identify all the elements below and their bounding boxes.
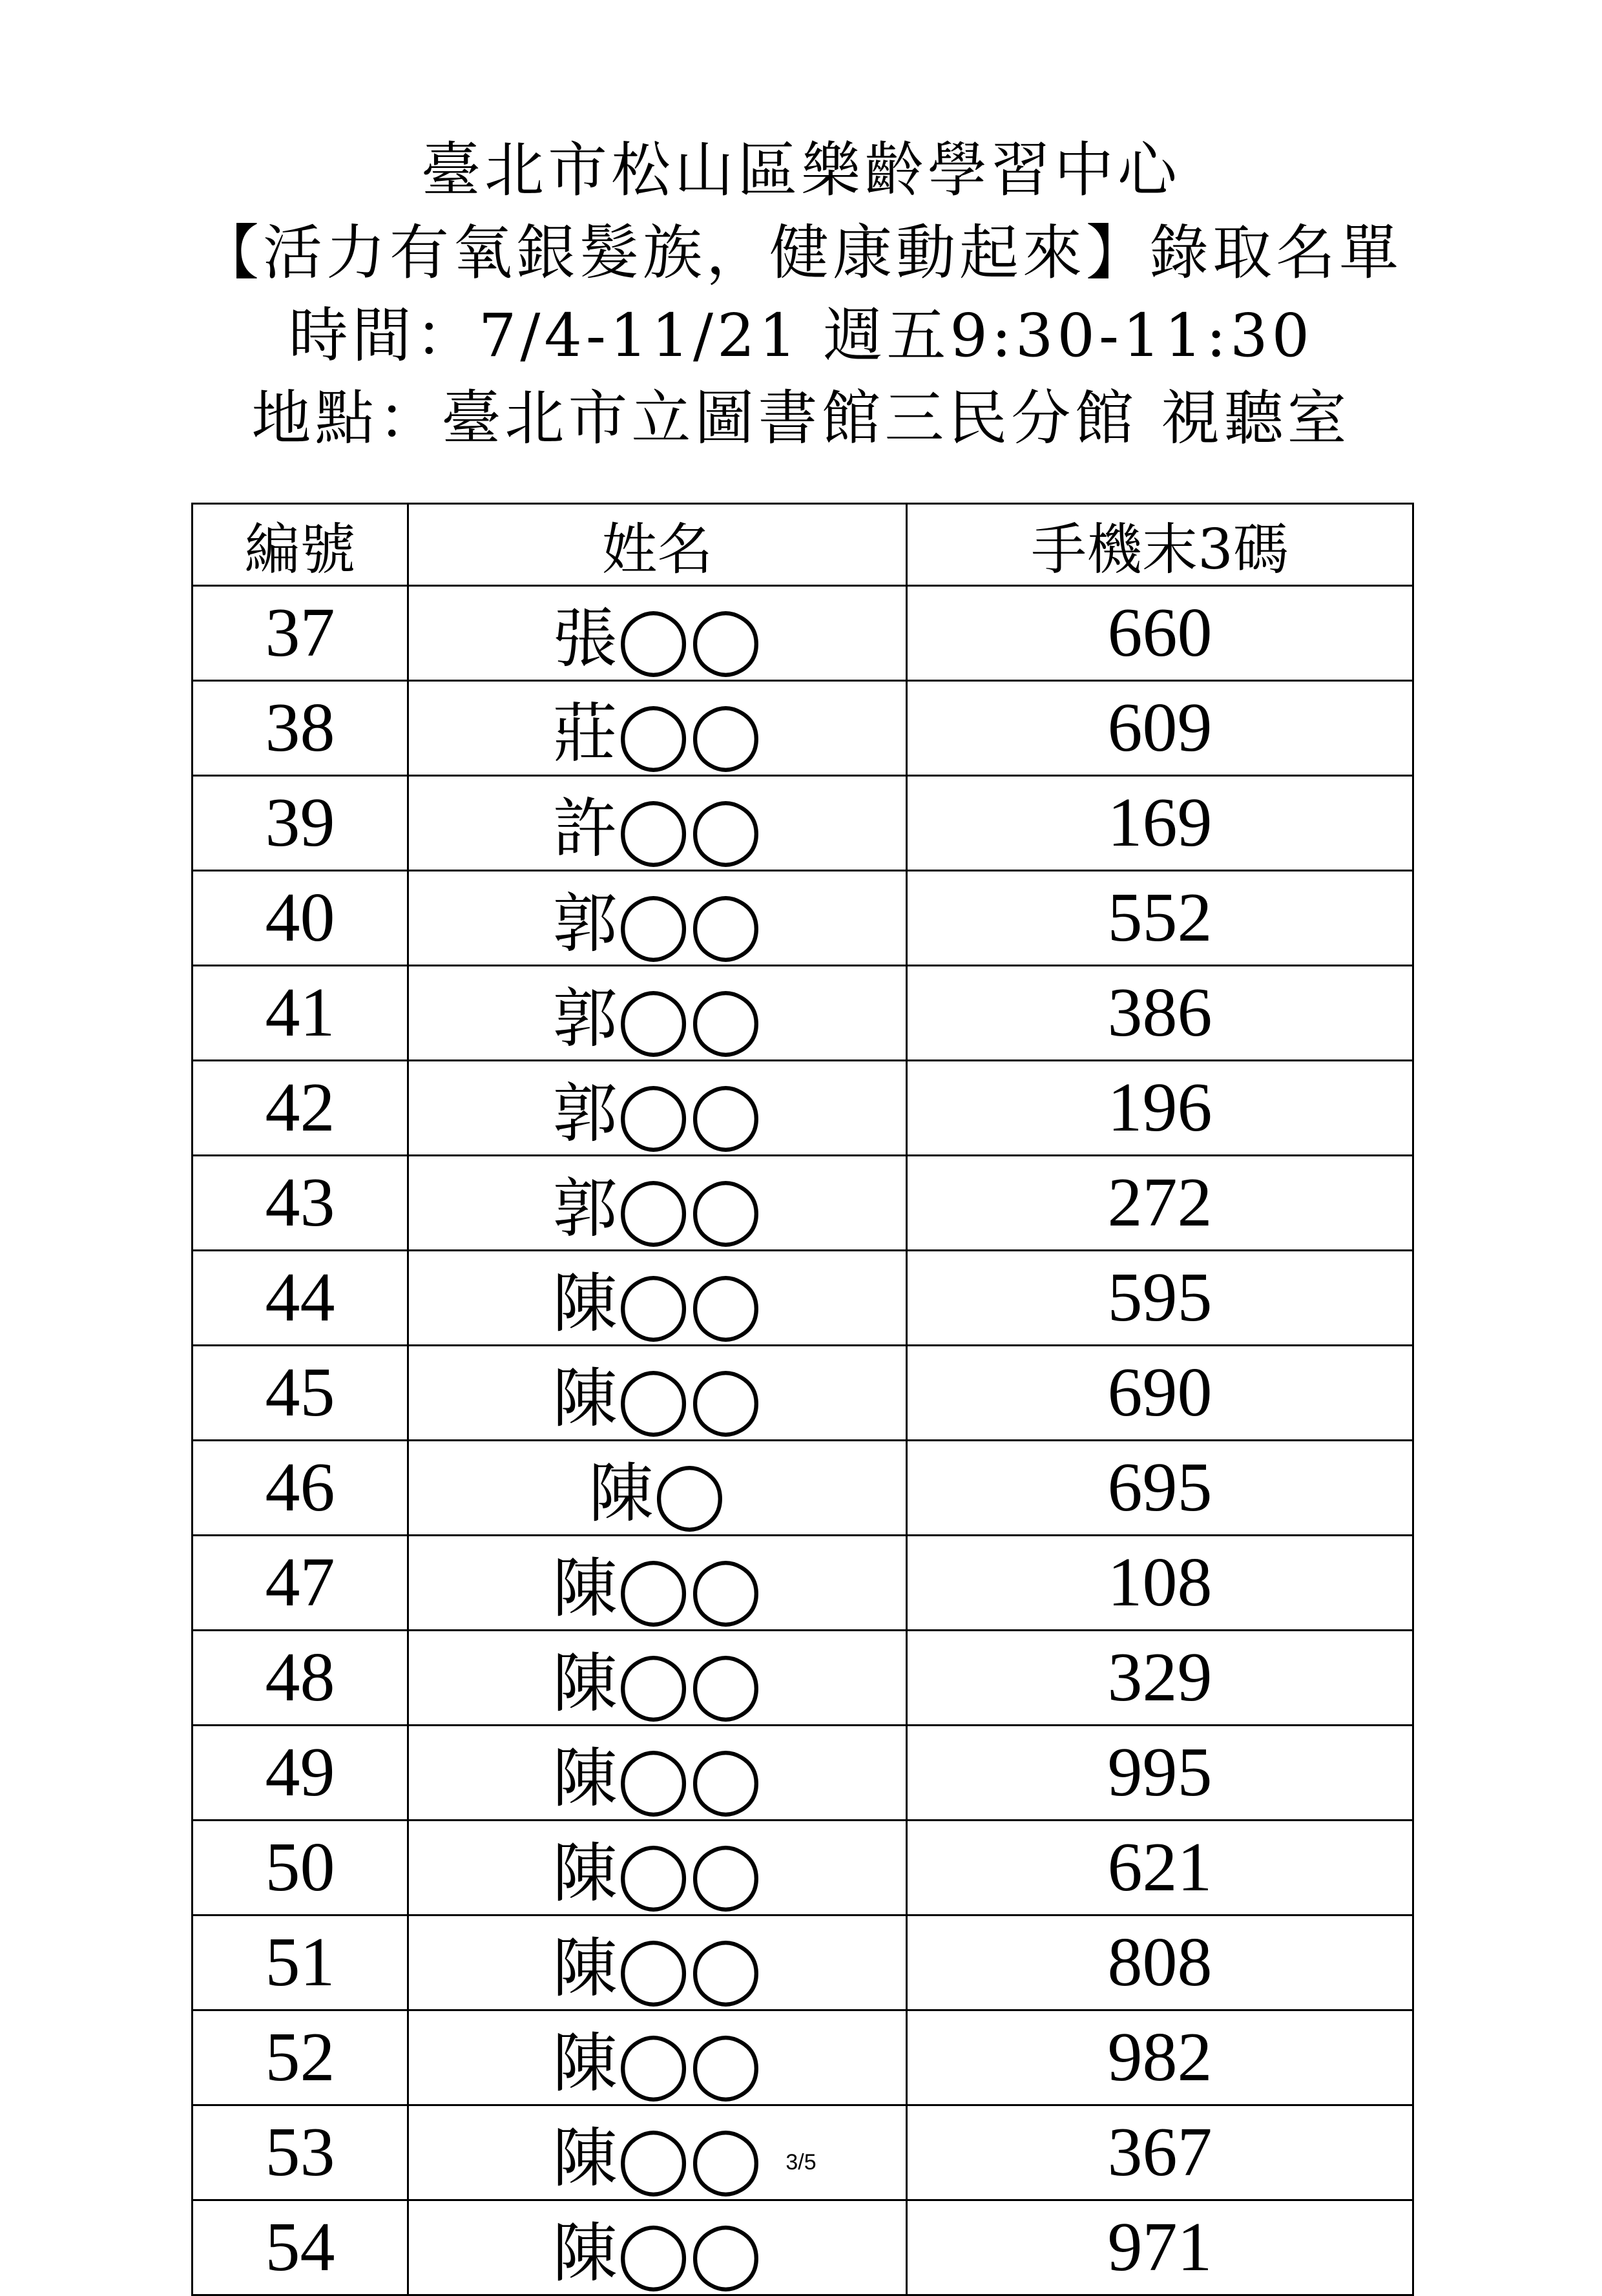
- cell-phone: 621: [907, 1821, 1413, 1915]
- cell-name: 陳◯◯: [408, 2010, 907, 2105]
- cell-name: 郭◯◯: [408, 1061, 907, 1156]
- table-row: [192, 1915, 1413, 2010]
- cell-phone: 982: [907, 2010, 1413, 2105]
- table-row: [192, 1061, 1413, 1156]
- cell-id: 47: [192, 1536, 408, 1631]
- cell-name: 陳◯◯: [408, 2200, 907, 2295]
- cell-name: 陳◯◯: [408, 1821, 907, 1915]
- cell-name: 陳◯◯: [408, 1915, 907, 2010]
- cell-id: 45: [192, 1346, 408, 1441]
- cell-name: 莊◯◯: [408, 681, 907, 776]
- table-row: [192, 1726, 1413, 1821]
- cell-phone: 660: [907, 586, 1413, 681]
- organization-title: 臺北市松山區樂齡學習中心: [421, 136, 1181, 205]
- table-row: [192, 1346, 1413, 1441]
- cell-phone: 386: [907, 966, 1413, 1061]
- document-header: [0, 129, 1602, 460]
- header-phone: 手機末3碼: [907, 504, 1413, 586]
- cell-id: 46: [192, 1441, 408, 1536]
- cell-name: 郭◯◯: [408, 1156, 907, 1251]
- cell-phone: 552: [907, 871, 1413, 966]
- cell-name: 陳◯: [408, 1441, 907, 1536]
- table-row: [192, 1536, 1413, 1631]
- cell-id: 43: [192, 1156, 408, 1251]
- table-row: [192, 586, 1413, 681]
- cell-id: 48: [192, 1631, 408, 1726]
- cell-id: 37: [192, 586, 408, 681]
- cell-name: 陳◯◯: [408, 1251, 907, 1346]
- cell-name: 許◯◯: [408, 776, 907, 871]
- cell-id: 54: [192, 2200, 408, 2295]
- cell-phone: 690: [907, 1346, 1413, 1441]
- cell-id: 42: [192, 1061, 408, 1156]
- cell-id: 39: [192, 776, 408, 871]
- header-id: 編號: [192, 504, 408, 586]
- page-number: 3/5: [785, 2150, 817, 2175]
- cell-phone: 808: [907, 1915, 1413, 2010]
- table-row: [192, 966, 1413, 1061]
- table-row: [192, 1821, 1413, 1915]
- cell-name: 陳◯◯: [408, 1726, 907, 1821]
- cell-id: 53: [192, 2105, 408, 2200]
- cell-phone: 609: [907, 681, 1413, 776]
- cell-name: 陳◯◯: [408, 1346, 907, 1441]
- cell-phone: 196: [907, 1061, 1413, 1156]
- cell-id: 40: [192, 871, 408, 966]
- cell-id: 41: [192, 966, 408, 1061]
- cell-name: 郭◯◯: [408, 871, 907, 966]
- table-row: [192, 871, 1413, 966]
- table-row: [192, 1251, 1413, 1346]
- cell-phone: 329: [907, 1631, 1413, 1726]
- table-row: [192, 1441, 1413, 1536]
- cell-phone: 995: [907, 1726, 1413, 1821]
- cell-phone: 272: [907, 1156, 1413, 1251]
- table-body: [192, 586, 1413, 2295]
- table-row: [192, 1631, 1413, 1726]
- admission-table: [191, 503, 1414, 2296]
- cell-id: 49: [192, 1726, 408, 1821]
- cell-id: 52: [192, 2010, 408, 2105]
- cell-phone: 595: [907, 1251, 1413, 1346]
- cell-id: 44: [192, 1251, 408, 1346]
- cell-id: 38: [192, 681, 408, 776]
- cell-name: 陳◯◯: [408, 1631, 907, 1726]
- cell-id: 51: [192, 1915, 408, 2010]
- location-line: 地點：臺北市立圖書館三民分館 視聽室: [251, 384, 1351, 453]
- cell-phone: 695: [907, 1441, 1413, 1536]
- table-row: [192, 681, 1413, 776]
- table-row: [192, 2010, 1413, 2105]
- cell-name: 郭◯◯: [408, 966, 907, 1061]
- list-title: 【活力有氧銀髮族，健康動起來】錄取名單: [199, 218, 1402, 287]
- header-name: 姓名: [408, 504, 907, 586]
- table-row: [192, 776, 1413, 871]
- table-header-row: [192, 504, 1413, 586]
- cell-name: 陳◯◯: [408, 2105, 907, 2200]
- schedule-line: 時間：7/4-11/21 週五9:30-11:30: [288, 301, 1314, 370]
- cell-phone: 367: [907, 2105, 1413, 2200]
- cell-phone: 971: [907, 2200, 1413, 2295]
- table-row: [192, 1156, 1413, 1251]
- cell-phone: 108: [907, 1536, 1413, 1631]
- cell-name: 張◯◯: [408, 586, 907, 681]
- table-row: [192, 2200, 1413, 2295]
- cell-id: 50: [192, 1821, 408, 1915]
- cell-name: 陳◯◯: [408, 1536, 907, 1631]
- cell-phone: 169: [907, 776, 1413, 871]
